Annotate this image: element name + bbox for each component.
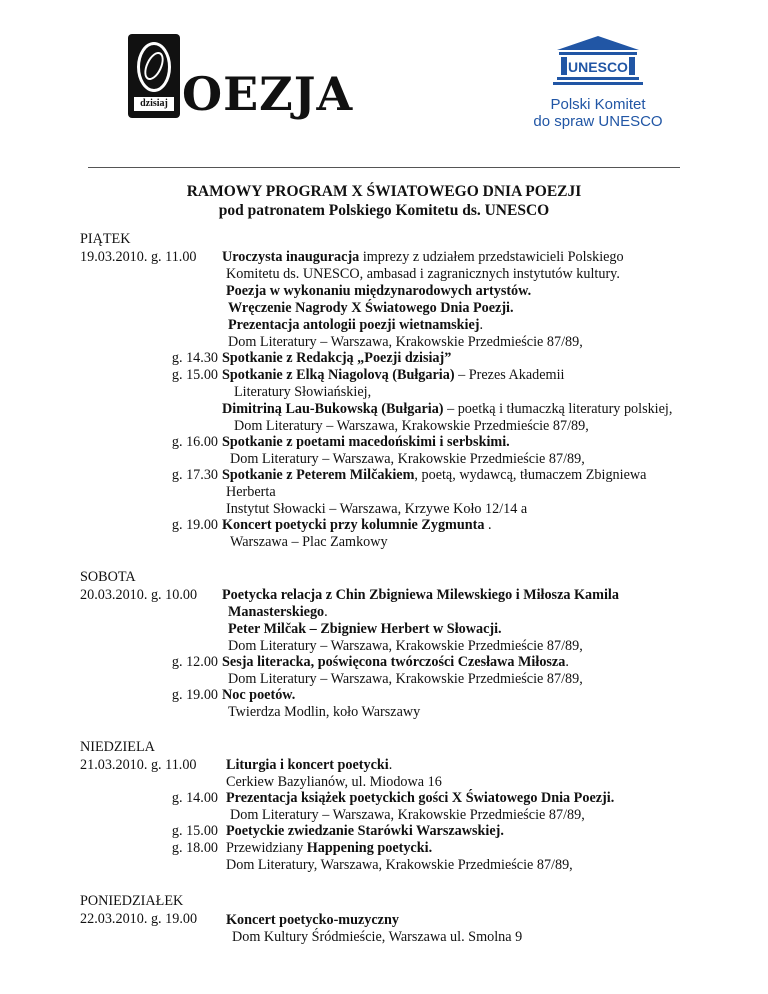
saturday-venue: Twierdza Modlin, koło Warszawy (228, 704, 421, 720)
day-name-saturday: SOBOTA (80, 569, 136, 585)
friday-event-line: Poezja w wykonaniu międzynarodowych artystów. (226, 283, 532, 299)
poezja-p-mark (128, 34, 180, 118)
unesco-caption-1: Polski Komitet (550, 96, 646, 113)
sunday-event-line: Przewidziany Happening poetycki. (226, 840, 433, 856)
poezja-logo (128, 34, 354, 124)
saturday-event-line: Peter Milčak – Zbigniew Herbert w Słowacji. (228, 621, 502, 637)
friday-event-line: Komitetu ds. UNESCO, ambasad i zagranicznych instytutów kultury. (226, 266, 620, 282)
saturday-venue: Dom Literatury – Warszawa, Krakowskie Przedmieście 87/89, (228, 638, 583, 654)
sunday-event-line: Poetyckie zwiedzanie Starówki Warszawskiej. (226, 823, 504, 839)
sunday-event-line: Prezentacja książek poetyckich gości X Światowego Dnia Poezji. (226, 790, 615, 806)
saturday-event-line: Manasterskiego. (228, 604, 328, 620)
day-name-sunday: NIEDZIELA (80, 739, 155, 755)
page-subtitle: pod patronatem Polskiego Komitetu ds. UNESCO (218, 202, 550, 219)
day-name-monday: PONIEDZIAŁEK (80, 893, 184, 909)
page-title: RAMOWY PROGRAM X ŚWIATOWEGO DNIA POEZJI (186, 183, 582, 200)
sunday-date: 21.03.2010. g. 11.00 (80, 757, 197, 773)
friday-event-line: Spotkanie z Peterem Milčakiem, poetą, wydawcą, tłumaczem Zbigniewa (222, 467, 647, 483)
friday-time: g. 17.30 (171, 467, 218, 483)
friday-event-line: Wręczenie Nagrody X Światowego Dnia Poezji. (228, 300, 514, 316)
saturday-event-line: Poetycka relacja z Chin Zbigniewa Milewskiego i Miłosza Kamila (222, 587, 619, 603)
friday-event-line: Literatury Słowiańskiej, (234, 384, 372, 400)
friday-event-line: Spotkanie z Elką Niagolovą (Bułgaria) – Prezes Akademii (222, 367, 565, 383)
friday-date: 19.03.2010. g. 11.00 (80, 249, 197, 265)
unesco-logo (528, 34, 668, 134)
friday-venue: Instytut Słowacki – Warszawa, Krzywe Koło 12/14 a (226, 501, 528, 517)
monday-venue: Dom Kultury Śródmieście, Warszawa ul. Smolna 9 (232, 929, 523, 945)
unesco-caption-2: do spraw UNESCO (533, 113, 663, 130)
friday-event-line: Dimitriną Lau-Bukowską (Bułgaria) – poetką i tłumaczką literatury polskiej, (222, 401, 673, 417)
monday-event-line: Koncert poetycko-muzyczny (226, 912, 399, 928)
saturday-event-line: Noc poetów. (222, 687, 296, 703)
day-name-friday: PIĄTEK (80, 231, 131, 247)
saturday-time: g. 19.00 (171, 687, 218, 703)
sunday-time: g. 18.00 (171, 840, 218, 856)
saturday-event-line: Sesja literacka, poświęcona twórczości Czesława Miłosza. (222, 654, 569, 670)
poezja-wordmark: OEZJA (182, 67, 354, 121)
saturday-date: 20.03.2010. g. 10.00 (80, 587, 198, 603)
friday-time: g. 14.30 (171, 350, 218, 366)
friday-time: g. 19.00 (171, 517, 218, 533)
friday-time: g. 16.00 (171, 434, 218, 450)
friday-venue: Warszawa – Plac Zamkowy (230, 534, 388, 550)
unesco-temple-icon (549, 34, 647, 90)
saturday-time: g. 12.00 (171, 654, 218, 670)
friday-event-line: Uroczysta inauguracja imprezy z udziałem przedstawicieli Polskiego (222, 249, 624, 265)
friday-event-line: Prezentacja antologii poezji wietnamskiej. (228, 317, 484, 333)
friday-time: g. 15.00 (171, 367, 218, 383)
friday-venue: Dom Literatury – Warszawa, Krakowskie Przedmieście 87/89, (230, 451, 585, 467)
unesco-word: UNESCO (568, 59, 628, 75)
friday-event-line: Spotkanie z poetami macedońskimi i serbskimi. (222, 434, 510, 450)
sunday-time: g. 15.00 (171, 823, 218, 839)
poezja-badge: dzisiaj (134, 97, 174, 111)
saturday-venue: Dom Literatury – Warszawa, Krakowskie Przedmieście 87/89, (228, 671, 583, 687)
friday-event-line: Spotkanie z Redakcją „Poezji dzisiaj” (222, 350, 452, 366)
monday-date: 22.03.2010. g. 19.00 (80, 911, 198, 927)
sunday-time: g. 14.00 (171, 790, 218, 806)
sunday-event-line: Liturgia i koncert poetycki. (226, 757, 393, 773)
sunday-venue: Cerkiew Bazylianów, ul. Miodowa 16 (226, 774, 442, 790)
sunday-venue: Dom Literatury, Warszawa, Krakowskie Przedmieście 87/89, (226, 857, 573, 873)
friday-venue: Dom Literatury – Warszawa, Krakowskie Przedmieście 87/89, (228, 334, 583, 350)
friday-event-line: Koncert poetycki przy kolumnie Zygmunta . (222, 517, 492, 533)
header-rule (88, 167, 680, 168)
sunday-venue: Dom Literatury – Warszawa, Krakowskie Przedmieście 87/89, (230, 807, 585, 823)
friday-venue: Dom Literatury – Warszawa, Krakowskie Przedmieście 87/89, (234, 418, 589, 434)
friday-event-line: Herberta (226, 484, 276, 500)
